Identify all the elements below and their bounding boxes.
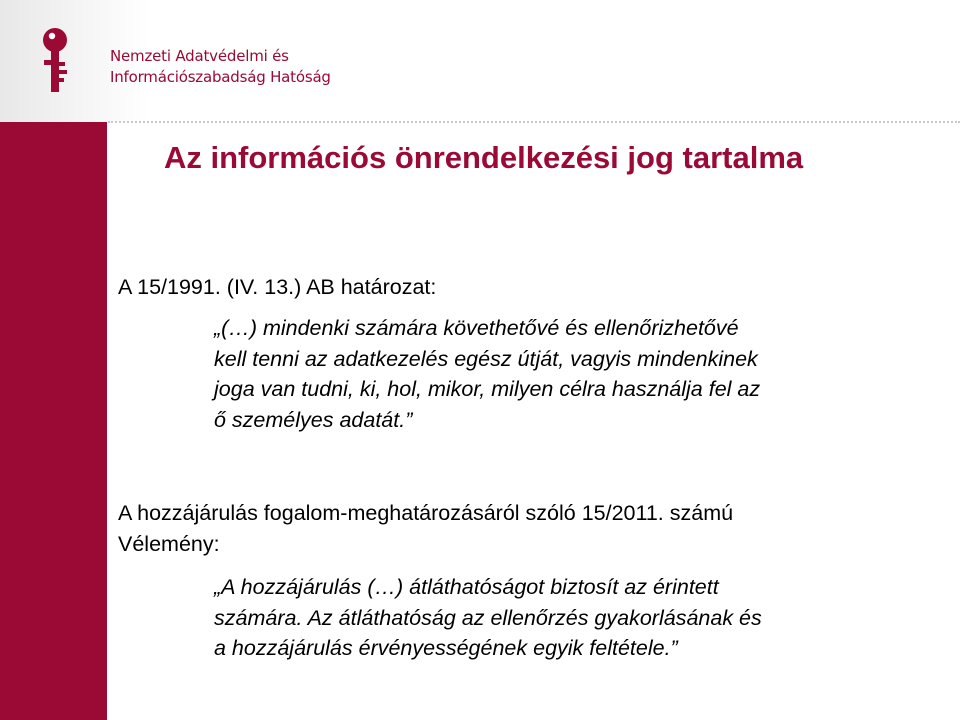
header-divider [108,121,960,123]
organization-name-line1: Nemzeti Adatvédelmi és [110,47,289,65]
section1-heading [118,272,436,303]
section2-quote [214,572,762,664]
section1-quote [214,313,760,435]
quote-line: számára. Az átláthatóság az ellenőrzés gyakorlásának és [214,605,762,630]
section2-heading-line: A hozzájárulás fogalom-meghatározásáról szóló 15/2011. számú [118,501,734,525]
quote-line: joga van tudni, ki, hol, mikor, milyen célra használja fel az [214,377,761,401]
section1-heading-text: A 15/1991. (IV. 13.) AB határozat: [118,275,437,299]
key-icon [40,26,74,96]
quote-line: ő személyes adatát.” [214,407,413,432]
quote-line: kell tenni az adatkezelés egész útját, vagyis mindenkinek [214,346,758,371]
section2-heading [118,498,733,560]
section2-heading-line: Vélemény: [118,532,220,556]
organization-name-line2: Információszabadság Hatóság [110,68,331,86]
header [0,0,960,122]
quote-line: „A hozzájárulás (…) átláthatóságot biztosít az érintett [214,575,719,599]
slide-title: Az információs önrendelkezési jog tartalma [164,140,804,175]
quote-line: „(…) mindenki számára követhetővé és ellenőrizhetővé [214,316,739,340]
quote-line: a hozzájárulás érvényességének egyik feltétele.” [214,636,678,660]
brand-sidebar [0,122,107,720]
organization-name [110,46,331,88]
